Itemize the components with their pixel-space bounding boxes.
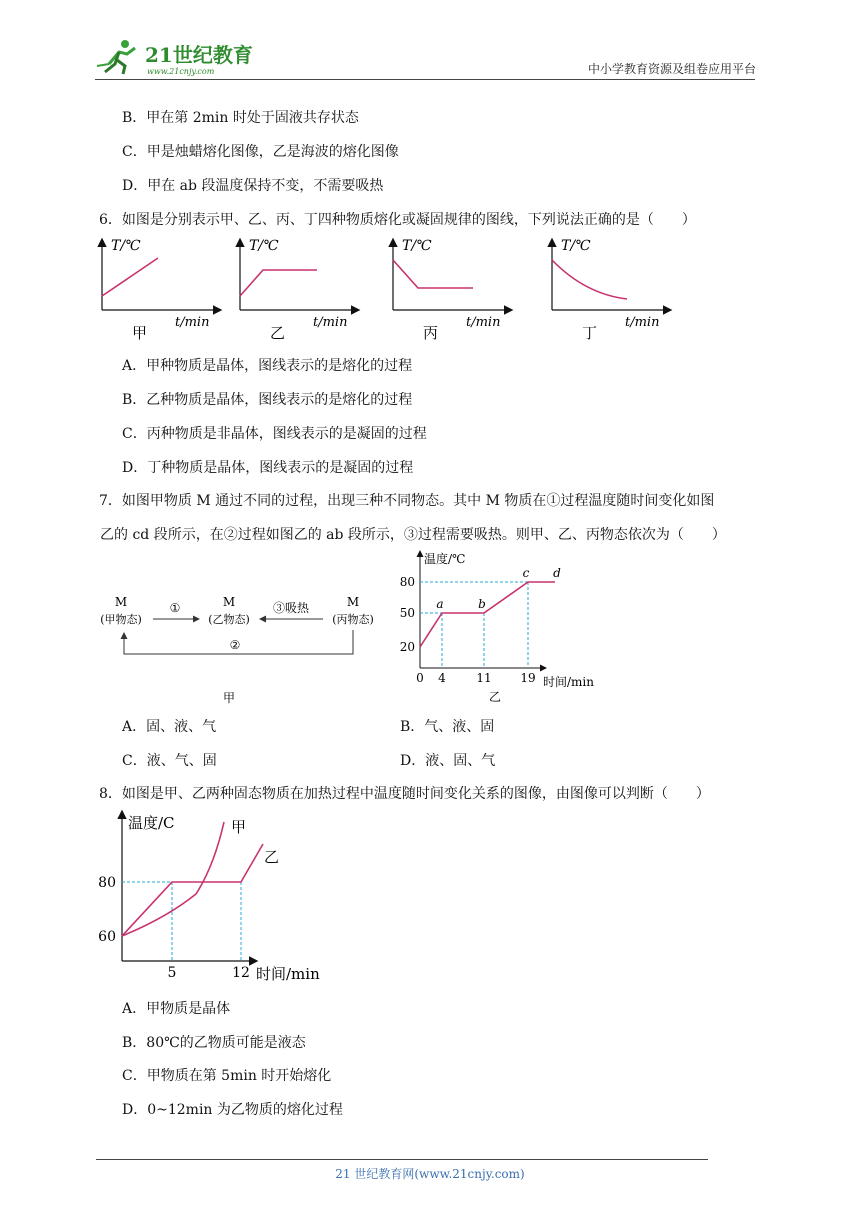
q8-graph-ylabel: 温度/C	[128, 814, 175, 832]
q8-option-d: D．0~12min 为乙物质的熔化过程	[122, 1102, 343, 1118]
q8-label-jia: 甲	[231, 818, 247, 836]
platform-label: 中小学教育资源及组卷应用平台	[587, 62, 756, 76]
q7-ytick-20: 20	[399, 640, 415, 654]
footer-divider	[96, 1159, 708, 1160]
q7-option-a: A．固、液、气	[122, 719, 217, 735]
q7-point-c: c	[522, 566, 530, 580]
q8-curve-yi	[122, 844, 263, 936]
q7-xtick-0: 0	[416, 671, 424, 685]
q7-stem-line2: 乙的 cd 段所示，在②过程如图乙的 ab 段所示，③过程需要吸热。则甲、乙、丙物态依次为（ ）	[100, 527, 726, 543]
q7-ytick-50: 50	[399, 606, 415, 620]
q7-xtick-19: 19	[520, 671, 536, 685]
q7-point-a: a	[436, 597, 444, 611]
q7-graph-curve	[420, 582, 555, 647]
q7-ytick-80: 80	[399, 575, 415, 589]
runner-icon	[97, 40, 135, 74]
q7-graph-caption: 乙	[488, 690, 502, 704]
q8-graph-xlabel: 时间/min	[256, 965, 320, 983]
q8-xtick-12: 12	[232, 965, 250, 981]
q5-option-c: C．甲是烛蜡熔化图像，乙是海波的熔化图像	[122, 144, 399, 160]
graph-ding	[552, 238, 670, 342]
q7-option-c: C．液、气、固	[122, 753, 217, 769]
q5-option-d: D．甲在 ab 段温度保持不变，不需要吸热	[122, 178, 384, 194]
state-jia: (甲物态)	[100, 613, 142, 626]
m-label-2: M	[222, 595, 236, 609]
graph-jia-ylabel: T/℃	[111, 238, 141, 254]
graph-jia-curve	[102, 258, 158, 296]
q8-ytick-80: 80	[98, 875, 116, 891]
graph-yi-curve	[240, 270, 317, 296]
m-label-1: M	[114, 595, 128, 609]
q6-graphs	[95, 232, 675, 344]
graph-yi-xlabel: t/min	[313, 315, 348, 330]
q8-option-b: B．80℃的乙物质可能是液态	[122, 1035, 306, 1051]
m-label-3: M	[346, 595, 360, 609]
q8-ytick-60: 60	[98, 929, 116, 945]
q5-option-b: B．甲在第 2min 时处于固液共存状态	[122, 110, 359, 126]
q6-option-d: D．丁种物质是晶体，图线表示的是凝固的过程	[122, 460, 414, 476]
state-yi: (乙物态)	[208, 613, 250, 626]
q7-graph	[395, 546, 610, 706]
graph-jia-name: 甲	[132, 324, 148, 342]
q7-point-d: d	[553, 566, 561, 580]
graph-jia-xlabel: t/min	[175, 315, 210, 330]
logo-url: www.21cnjy.com	[147, 67, 215, 76]
q8-graph	[96, 806, 336, 986]
graph-ding-xlabel: t/min	[625, 315, 660, 330]
graph-bing-xlabel: t/min	[466, 315, 501, 330]
process-3-label: ③吸热	[272, 601, 310, 615]
q8-stem: 8．如图是甲、乙两种固态物质在加热过程中温度随时间变化关系的图像，由图像可以判断（ ）	[99, 786, 710, 802]
graph-bing-name: 丙	[423, 324, 439, 342]
q8-label-yi: 乙	[264, 848, 280, 866]
graph-ding-curve	[552, 260, 627, 299]
q7-option-b: B．气、液、固	[400, 719, 495, 735]
q6-option-b: B．乙种物质是晶体，图线表示的是熔化的过程	[122, 392, 413, 408]
state-bing: (丙物态)	[332, 613, 374, 626]
logo-text: 21世纪教育	[145, 43, 253, 67]
graph-yi-ylabel: T/℃	[249, 238, 279, 254]
header-divider	[95, 79, 755, 80]
graph-ding-name: 丁	[582, 324, 598, 342]
process-1-label: ①	[169, 601, 181, 615]
graph-ding-ylabel: T/℃	[561, 238, 591, 254]
graph-yi-name: 乙	[270, 324, 286, 342]
process-2-label: ②	[229, 638, 241, 652]
graph-bing	[393, 238, 511, 342]
q8-option-a: A．甲物质是晶体	[122, 1001, 231, 1017]
q8-xtick-5: 5	[167, 965, 177, 981]
q7-option-d: D．液、固、气	[400, 753, 496, 769]
q6-option-c: C．丙种物质是非晶体，图线表示的是凝固的过程	[122, 426, 427, 442]
q7-graph-xlabel: 时间/min	[543, 675, 594, 689]
q8-option-c: C．甲物质在第 5min 时开始熔化	[122, 1068, 332, 1084]
diagram-caption-jia: 甲	[222, 691, 236, 705]
graph-yi	[240, 238, 358, 342]
graph-bing-curve	[393, 260, 473, 288]
footer-link[interactable]: 21 世纪教育网(www.21cnjy.com)	[335, 1167, 525, 1181]
q7-xtick-11: 11	[476, 671, 492, 685]
q7-state-diagram	[95, 588, 395, 708]
q7-stem-line1: 7．如图甲物质 M 通过不同的过程，出现三种不同物态。其中 M 物质在①过程温度随时间变化如图	[99, 493, 715, 509]
graph-jia	[102, 238, 220, 342]
q7-xtick-4: 4	[438, 671, 446, 685]
q7-point-b: b	[478, 597, 486, 611]
q6-stem: 6．如图是分别表示甲、乙、丙、丁四种物质熔化或凝固规律的图线，下列说法正确的是（ ）	[99, 212, 696, 228]
site-logo[interactable]	[95, 38, 265, 80]
q7-graph-ylabel: 温度/℃	[424, 552, 466, 566]
q6-option-a: A．甲种物质是晶体，图线表示的是熔化的过程	[122, 358, 413, 374]
graph-bing-ylabel: T/℃	[402, 238, 432, 254]
